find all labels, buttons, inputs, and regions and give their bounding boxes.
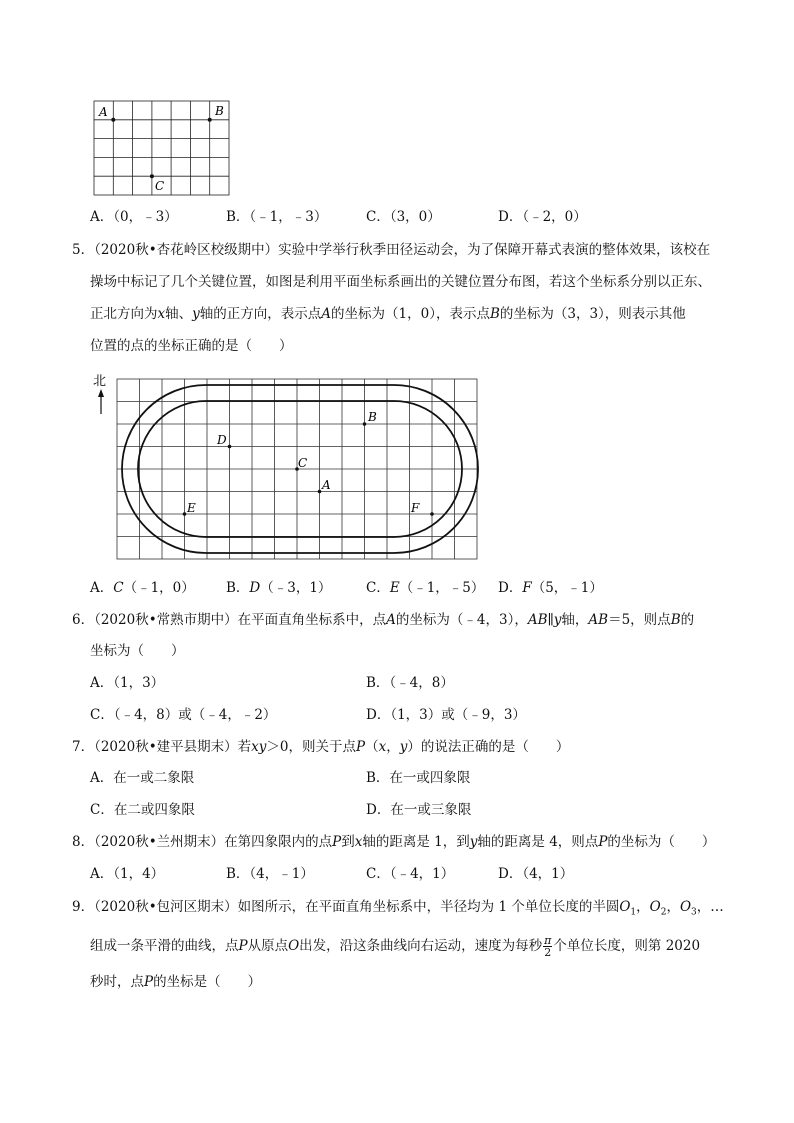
map-label-c: C xyxy=(298,456,308,470)
map-label-b: B xyxy=(368,410,377,424)
map-point-b xyxy=(363,422,367,426)
q4-label-b: B xyxy=(215,104,224,118)
q4-option-b[interactable]: B．（﹣1，﹣3） xyxy=(226,209,328,225)
map-point-e xyxy=(183,512,187,516)
pi-over-two-fraction: $\frac{\pi}{2}$ xyxy=(544,934,552,959)
map-point-a xyxy=(318,490,322,494)
q7-text-line1: 7．（2020秋•建平县期末）若xy＞0，则关于点P（x，y）的说法正确的是（ ） xyxy=(72,739,570,755)
q5-option-a[interactable]: A．C（﹣1，0） xyxy=(90,580,195,596)
q5-option-b[interactable]: B．D（﹣3，1） xyxy=(226,580,332,596)
q5-option-d[interactable]: D．F（5，﹣1） xyxy=(498,580,603,596)
q6-option-c[interactable]: C．（﹣4，8）或（﹣4，﹣2） xyxy=(90,707,277,723)
q7-option-b[interactable]: B．在一或四象限 xyxy=(366,770,471,786)
map-point-d xyxy=(228,445,232,449)
q4-point-c xyxy=(150,174,154,178)
q4-option-c[interactable]: C．（3，0） xyxy=(366,209,441,225)
q9-text-line3: 秒时，点P的坐标是（ ） xyxy=(90,974,262,990)
q8-option-c[interactable]: C．（﹣4，1） xyxy=(366,866,455,882)
q6-text-line1: 6．（2020秋•常熟市期中）在平面直角坐标系中，点A的坐标为（﹣4，3），AB∥y轴，AB＝5，则点B的 xyxy=(72,612,695,628)
q6-text-line2: 坐标为（ ） xyxy=(90,643,185,659)
q4-option-d[interactable]: D．（﹣2，0） xyxy=(498,209,587,225)
q4-option-a[interactable]: A．（0，﹣3） xyxy=(90,209,178,225)
q6-option-a[interactable]: A．（1，3） xyxy=(90,675,165,691)
q4-point-a xyxy=(111,118,115,122)
q8-option-b[interactable]: B．（4，﹣1） xyxy=(226,866,314,882)
q8-option-d[interactable]: D．（4，1） xyxy=(498,866,574,882)
map-label-d: D xyxy=(217,433,227,447)
q9-text-line2: 组成一条平滑的曲线，点P从原点O出发，沿这条曲线向右运动，速度为每秒 $\frac{\pi}{2}$ 个单位长度，则第 2020 xyxy=(90,934,701,959)
q4-label-a: A xyxy=(99,105,108,119)
q4-grid-figure xyxy=(93,100,233,200)
q7-option-d[interactable]: D．在一或三象限 xyxy=(366,802,472,818)
q5-text-line3: 正北方向为x轴、y轴的正方向，表示点A的坐标为（1，0），表示点B的坐标为（3，3），则表示其他 xyxy=(90,306,686,322)
q4-label-c: C xyxy=(155,179,165,193)
map-label-f: F xyxy=(411,501,420,515)
q5-map-figure xyxy=(88,368,483,564)
q8-option-a[interactable]: A．（1，4） xyxy=(90,866,165,882)
map-point-f xyxy=(430,512,434,516)
map-label-e: E xyxy=(187,501,196,515)
q7-option-a[interactable]: A．在一或二象限 xyxy=(90,770,195,786)
q6-option-b[interactable]: B．（﹣4，8） xyxy=(366,675,454,691)
q5-text-line2: 操场中标记了几个关键位置，如图是利用平面坐标系画出的关键位置分布图，若这个坐标系分别以正东、 xyxy=(90,274,711,290)
map-label-a: A xyxy=(322,478,331,492)
q7-option-c[interactable]: C．在二或四象限 xyxy=(90,802,195,818)
q6-option-d[interactable]: D．（1，3）或（﹣9，3） xyxy=(366,707,526,723)
q4-point-b xyxy=(208,118,212,122)
q5-text-line4: 位置的点的坐标正确的是（ ） xyxy=(90,338,293,354)
q5-option-c[interactable]: C．E（﹣1，﹣5） xyxy=(366,580,485,596)
q8-text-line1: 8．（2020秋•兰州期末）在第四象限内的点P到x轴的距离是 1，到y轴的距离是 4，则点P的坐标为（ ） xyxy=(72,834,716,850)
q9-text-line1: 9．（2020秋•包河区期末）如图所示，在平面直角坐标系中，半径均为 1 个单位长度的半圆$O_1$，$O_2$，$O_3$，… xyxy=(72,899,724,918)
q5-text-line1: 5．（2020秋•杏花岭区校级期中）实验中学举行秋季田径运动会，为了保障开幕式表演的整体效果，该校在 xyxy=(72,242,711,258)
north-label: 北 xyxy=(93,374,107,389)
